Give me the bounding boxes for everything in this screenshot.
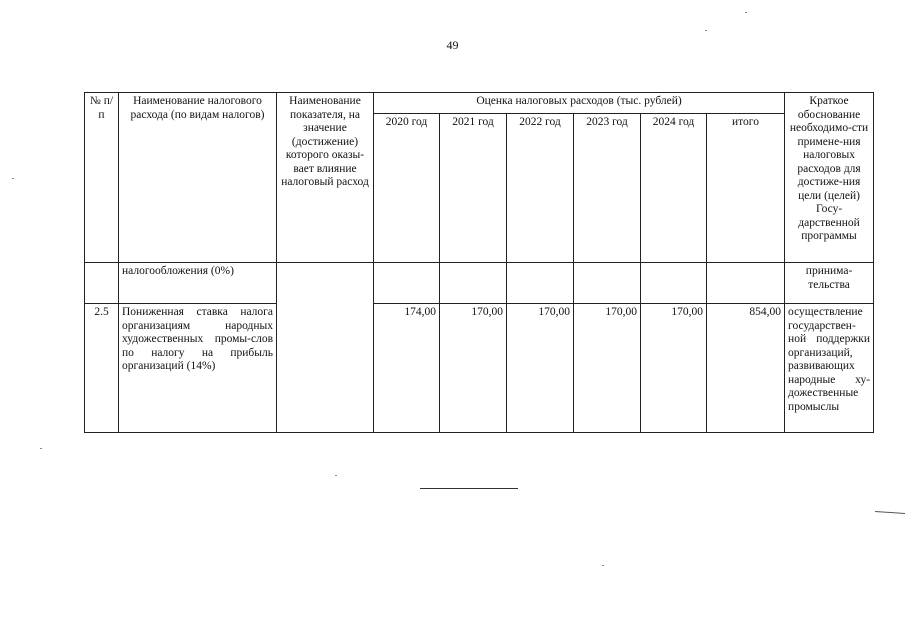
row-value-2023: 170,00: [574, 304, 641, 433]
row-value-2021: [440, 263, 507, 304]
scan-speck: [40, 448, 42, 449]
header-year-2020: 2020 год: [374, 114, 440, 263]
row-value-2020: 174,00: [374, 304, 440, 433]
signature-line: [420, 488, 518, 489]
row-justification: осуществление государствен-ной поддержки организаций, развивающих народные ху-дожественные промыслы: [785, 304, 874, 433]
row-justification: принима-тельства: [785, 263, 874, 304]
row-num: [85, 263, 119, 304]
row-indicator: [277, 263, 374, 433]
row-num: 2.5: [85, 304, 119, 433]
header-num: № п/п: [85, 93, 119, 263]
scan-speck: [335, 475, 337, 476]
header-year-2023: 2023 год: [574, 114, 641, 263]
row-value-total: [707, 263, 785, 304]
scan-artifact-mark: [875, 511, 905, 514]
header-total: итого: [707, 114, 785, 263]
row-value-2022: [507, 263, 574, 304]
row-value-2024: [641, 263, 707, 304]
row-value-2023: [574, 263, 641, 304]
scan-speck: [745, 12, 747, 13]
header-row-1: [85, 93, 874, 114]
tax-expenditure-table: [84, 92, 874, 433]
header-year-2024: 2024 год: [641, 114, 707, 263]
page-number: 49: [446, 38, 459, 52]
table-row: [85, 263, 874, 304]
scan-speck: [705, 30, 707, 31]
row-value-2020: [374, 263, 440, 304]
header-justification: Краткое обоснование необходимо-сти примене-ния налоговых расходов для достиже-ния цели (целей) Госу-дарственной программы: [785, 93, 874, 263]
header-indicator: Наименование показателя, на значение (достижение) которого оказы-вает влияние налоговый расход: [277, 93, 374, 263]
row-value-total: 854,00: [707, 304, 785, 433]
header-estimate: Оценка налоговых расходов (тыс. рублей): [374, 93, 785, 114]
row-value-2024: 170,00: [641, 304, 707, 433]
row-tax-name: налогообложения (0%): [119, 263, 277, 304]
header-tax-name: Наименование налогового расхода (по видам налогов): [119, 93, 277, 263]
row-tax-name: Пониженная ставка налога организациям народных художественных промы-слов по налогу на прибыль организаций (14%): [119, 304, 277, 433]
row-value-2022: 170,00: [507, 304, 574, 433]
header-year-2022: 2022 год: [507, 114, 574, 263]
table-row: [85, 304, 874, 433]
scan-speck: [602, 565, 604, 566]
row-value-2021: 170,00: [440, 304, 507, 433]
scan-speck: [12, 178, 14, 179]
header-year-2021: 2021 год: [440, 114, 507, 263]
